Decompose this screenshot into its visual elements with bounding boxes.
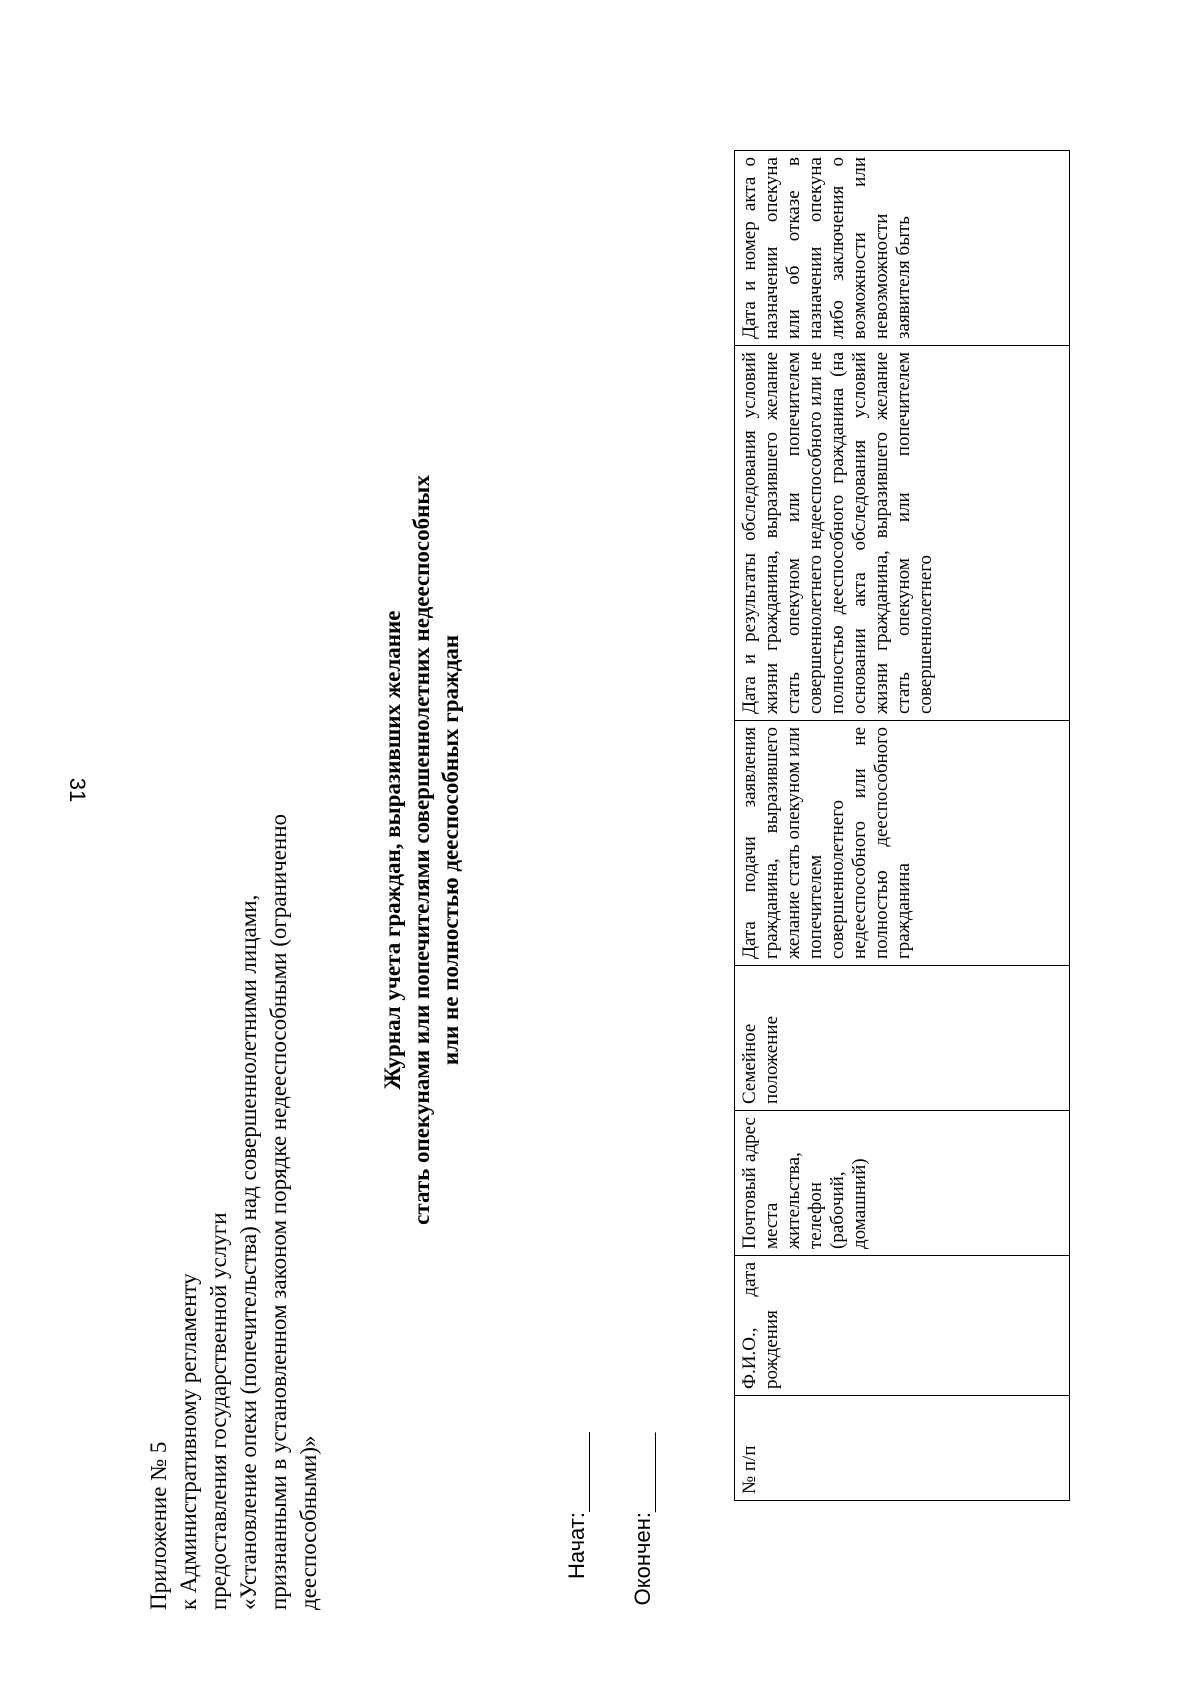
- journal-end-label: Окончен:: [630, 1512, 655, 1606]
- table-header-row: [735, 151, 1070, 1501]
- column-header-application-date: Дата подачи заявления гражданина, выразившего желание стать опекуном или попечителем совершеннолетнего недееспособного или не полностью дееспособного гражданина: [735, 721, 1070, 966]
- column-header-marital-status: Семейное положение: [735, 966, 1070, 1111]
- journal-title-line: Журнал учета граждан, выразивших желание: [380, 610, 405, 1090]
- journal-start-field: [564, 1432, 590, 1579]
- journal-title: [378, 250, 465, 1450]
- journal-end-field: [630, 1432, 656, 1605]
- column-header-act-date-number: Дата и номер акта о назначении опекуна или об отказе в назначении опекуна либо заключения о возможности или невозможности заявителя быть: [735, 151, 1070, 346]
- journal-title-line: или не полностью дееспособных граждан: [438, 634, 463, 1066]
- appendix-line: к Административному регламенту: [176, 1273, 201, 1610]
- journal-end-blank: [633, 1432, 656, 1512]
- column-header-full-name: Ф.И.О., дата рождения: [735, 1256, 1070, 1396]
- appendix-line: предоставления государственной услуги: [206, 1212, 231, 1610]
- column-header-address: Почтовый адрес места жительства, телефон (рабочий, домашний): [735, 1111, 1070, 1256]
- appendix-line: «Установление опеки (попечительства) над совершеннолетними лицами,: [236, 894, 261, 1610]
- column-header-number: № п/п: [735, 1396, 1070, 1501]
- appendix-header: [144, 570, 324, 1610]
- journal-start-label: Начат:: [564, 1512, 589, 1580]
- column-header-inspection-results: Дата и результаты обследования условий жизни гражданина, выразившего желание стать опекуном или попечителем совершеннолетнего недееспособного или не полностью дееспособного гражданина (на основании акта обследования условий жизни гражданина, выразившего желание стать опекуном или попечителем совершеннолетнего: [735, 346, 1070, 721]
- appendix-line: признанными в установленном законом порядке недееспособными (ограниченно: [266, 813, 291, 1610]
- journal-table: [734, 150, 1070, 1501]
- appendix-line: Приложение № 5: [146, 1441, 171, 1610]
- journal-title-line: стать опекунами или попечителями совершеннолетних недееспособных: [409, 475, 434, 1225]
- page-number: 31: [65, 777, 90, 803]
- journal-start-blank: [567, 1432, 590, 1512]
- appendix-line: дееспособными)»: [296, 1435, 321, 1610]
